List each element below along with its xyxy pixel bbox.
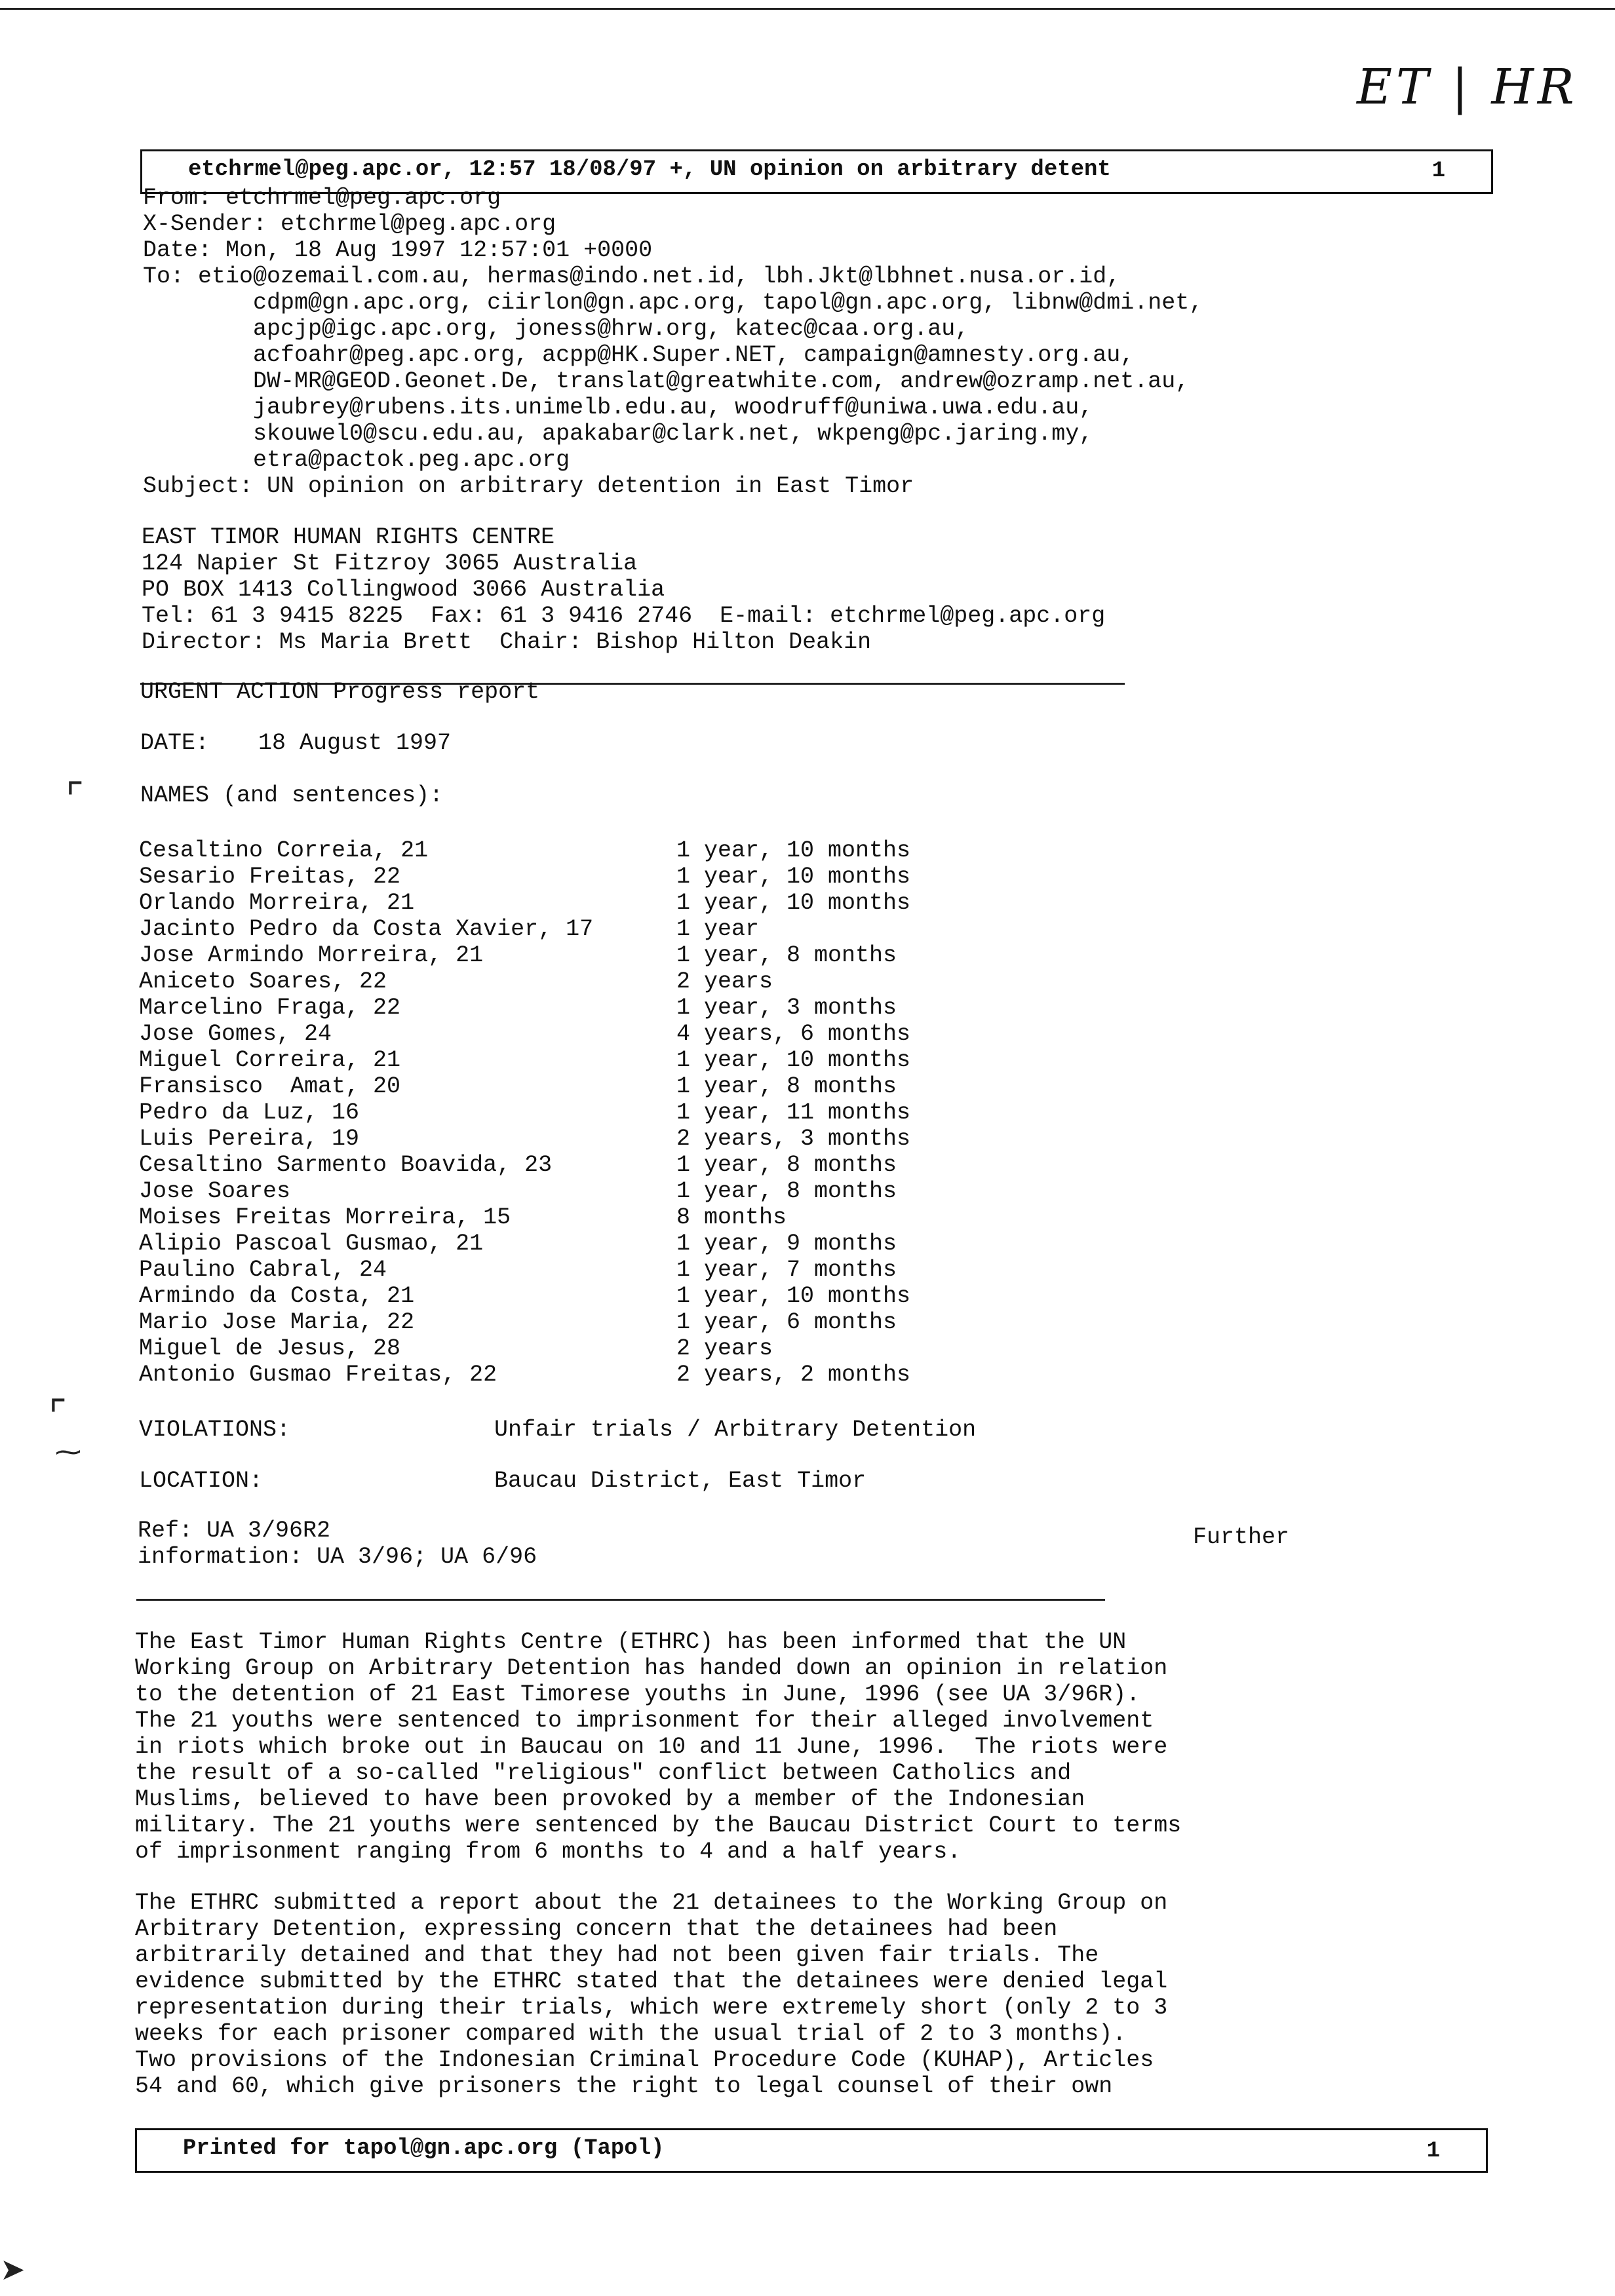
detainee-name: Armindo da Costa, 21 (139, 1283, 415, 1309)
detainee-sentence: 1 year, 10 months (676, 890, 911, 916)
email-x-sender: X-Sender: etchrmel@peg.apc.org (143, 211, 556, 237)
detainee-sentence: 2 years (676, 1335, 773, 1362)
detainee-row (139, 1126, 991, 1152)
detainee-row (139, 1283, 991, 1309)
detainee-row (139, 1231, 991, 1257)
date-label: DATE: (140, 730, 210, 756)
detainee-name: Pedro da Luz, 16 (139, 1100, 360, 1126)
detainee-name: Sesario Freitas, 22 (139, 864, 401, 890)
org-name: EAST TIMOR HUMAN RIGHTS CENTRE (142, 524, 555, 550)
detainee-sentence: 1 year, 8 months (676, 1178, 897, 1204)
paragraph-line: Working Group on Arbitrary Detention has handed down an opinion in relation (135, 1655, 1168, 1681)
org-address-1: 124 Napier St Fitzroy 3065 Australia (142, 550, 638, 577)
detainee-row (139, 1257, 991, 1283)
detainee-name: Jose Gomes, 24 (139, 1021, 332, 1047)
detainee-name: Fransisco Amat, 20 (139, 1073, 401, 1100)
paragraph-line: arbitrarily detained and that they had not been given fair trials. The (135, 1942, 1099, 1968)
body-paragraph-2 (135, 1890, 1282, 2099)
detainee-row (139, 864, 991, 890)
paragraph-line: 54 and 60, which give prisoners the right to legal counsel of their own (135, 2073, 1113, 2099)
detainee-name: Moises Freitas Morreira, 15 (139, 1204, 511, 1231)
detainee-name: Antonio Gusmao Freitas, 22 (139, 1362, 497, 1388)
email-date: Date: Mon, 18 Aug 1997 12:57:01 +0000 (143, 237, 653, 263)
detainee-row (139, 1335, 991, 1362)
footer-page-number: 1 (1426, 2139, 1440, 2164)
header-title: etchrmel@peg.apc.or, 12:57 18/08/97 +, UN opinion on arbitrary detent (188, 157, 1111, 182)
paragraph-line: The 21 youths were sentenced to imprisonment for their alleged involvement (135, 1708, 1154, 1734)
detainee-sentence: 1 year, 11 months (676, 1100, 911, 1126)
detainee-name: Paulino Cabral, 24 (139, 1257, 387, 1283)
detainee-sentence: 1 year (676, 916, 760, 942)
email-to-line: apcjp@igc.apc.org, joness@hrw.org, katec@caa.org.au, (143, 316, 969, 342)
detainee-row (139, 1047, 991, 1073)
detainee-row (139, 1073, 991, 1100)
detainee-name: Cesaltino Correia, 21 (139, 837, 429, 864)
detainee-row (139, 1100, 991, 1126)
detainee-sentence: 1 year, 3 months (676, 995, 897, 1021)
paragraph-line: in riots which broke out in Baucau on 10 and 11 June, 1996. The riots were (135, 1734, 1168, 1760)
ref-line: Ref: UA 3/96R2 (138, 1518, 331, 1544)
email-to-line: jaubrey@rubens.its.unimelb.edu.au, woodruff@uniwa.uwa.edu.au, (143, 394, 1093, 421)
scan-edge-mark: ➤ (0, 2251, 26, 2287)
paragraph-line: to the detention of 21 East Timorese youths in June, 1996 (see UA 3/96R). (135, 1681, 1140, 1708)
detainee-row (139, 1309, 991, 1335)
detainee-name: Jacinto Pedro da Costa Xavier, 17 (139, 916, 594, 942)
section-rule (136, 1599, 1105, 1601)
email-to-line: acfoahr@peg.apc.org, acpp@HK.Super.NET, campaign@amnesty.org.au, (143, 342, 1135, 368)
detainee-sentence: 1 year, 10 months (676, 1283, 911, 1309)
email-to-line: etra@pactok.peg.apc.org (143, 447, 570, 473)
detainee-row (139, 837, 991, 864)
paragraph-line: the result of a so-called "religious" conflict between Catholics and (135, 1760, 1072, 1786)
names-label: NAMES (and sentences): (140, 782, 444, 809)
detainee-sentence: 1 year, 10 months (676, 837, 911, 864)
detainee-sentence: 1 year, 10 months (676, 1047, 911, 1073)
org-officers: Director: Ms Maria Brett Chair: Bishop Hilton Deakin (142, 629, 872, 655)
detainee-sentence: 2 years, 2 months (676, 1362, 911, 1388)
detainee-sentence: 1 year, 8 months (676, 1073, 897, 1100)
detainee-row (139, 916, 991, 942)
detainee-sentence: 8 months (676, 1204, 787, 1231)
paragraph-line: The East Timor Human Rights Centre (ETHRC) has been informed that the UN (135, 1629, 1127, 1655)
detainee-row (139, 1362, 991, 1388)
location-label: LOCATION: (139, 1468, 263, 1494)
top-edge-rule (0, 8, 1615, 10)
detainee-name: Jose Armindo Morreira, 21 (139, 942, 484, 968)
paragraph-line: Muslims, believed to have been provoked by a member of the Indonesian (135, 1786, 1085, 1812)
violations-label: VIOLATIONS: (139, 1417, 291, 1443)
email-to-line: To: etio@ozemail.com.au, hermas@indo.net.id, lbh.Jkt@lbhnet.nusa.or.id, (143, 263, 1121, 290)
email-to-line: cdpm@gn.apc.org, ciirlon@gn.apc.org, tapol@gn.apc.org, libnw@dmi.net, (143, 290, 1203, 316)
detainee-sentence: 1 year, 8 months (676, 942, 897, 968)
print-footer (135, 2128, 1488, 2173)
detainee-sentence: 1 year, 8 months (676, 1152, 897, 1178)
paragraph-line: evidence submitted by the ETHRC stated that the detainees were denied legal (135, 1968, 1168, 1995)
footer-title: Printed for tapol@gn.apc.org (Tapol) (183, 2136, 665, 2161)
detainee-row (139, 1204, 991, 1231)
paragraph-line: representation during their trials, which were extremely short (only 2 to 3 (135, 1995, 1168, 2021)
email-to-line: skouwel0@scu.edu.au, apakabar@clark.net, wkpeng@pc.jaring.my, (143, 421, 1093, 447)
margin-tick-mark: ⁓ (55, 1437, 81, 1467)
handwritten-note: ET | HR (1357, 59, 1578, 115)
detainee-row (139, 1021, 991, 1047)
detainee-name: Luis Pereira, 19 (139, 1126, 360, 1152)
detainee-name: Jose Soares (139, 1178, 291, 1204)
margin-bracket-mark: ⌜ (49, 1392, 68, 1438)
paragraph-line: The ETHRC submitted a report about the 21 detainees to the Working Group on (135, 1890, 1168, 1916)
org-address-2: PO BOX 1413 Collingwood 3066 Australia (142, 577, 665, 603)
detainee-sentence: 4 years, 6 months (676, 1021, 911, 1047)
detainee-sentence: 1 year, 10 months (676, 864, 911, 890)
margin-bracket-mark: ⌜ (66, 775, 85, 821)
detainee-name: Orlando Morreira, 21 (139, 890, 415, 916)
detainee-sentence: 1 year, 9 months (676, 1231, 897, 1257)
email-to-line: DW-MR@GEOD.Geonet.De, translat@greatwhite.com, andrew@ozramp.net.au, (143, 368, 1190, 394)
header-page-number: 1 (1431, 159, 1445, 183)
paragraph-line: weeks for each prisoner compared with the usual trial of 2 to 3 months). (135, 2021, 1127, 2047)
email-subject: Subject: UN opinion on arbitrary detention in East Timor (143, 473, 914, 499)
detainee-sentence: 2 years (676, 968, 773, 995)
further-label: Further (1193, 1524, 1290, 1550)
detainee-row (139, 1152, 991, 1178)
detainee-name: Mario Jose Maria, 22 (139, 1309, 415, 1335)
date-value: 18 August 1997 (258, 730, 452, 756)
detainee-row (139, 995, 991, 1021)
location-value: Baucau District, East Timor (494, 1468, 866, 1494)
detainee-name: Marcelino Fraga, 22 (139, 995, 401, 1021)
detainee-name: Miguel Correira, 21 (139, 1047, 401, 1073)
detainee-row (139, 1178, 991, 1204)
report-heading: URGENT ACTION Progress report (140, 679, 540, 705)
detainee-row (139, 890, 991, 916)
paragraph-line: of imprisonment ranging from 6 months to 4 and a half years. (135, 1839, 962, 1865)
email-from: From: etchrmel@peg.apc.org (143, 185, 501, 211)
paragraph-line: Two provisions of the Indonesian Criminal Procedure Code (KUHAP), Articles (135, 2047, 1154, 2073)
org-contact: Tel: 61 3 9415 8225 Fax: 61 3 9416 2746 E-mail: etchrmel@peg.apc.org (142, 603, 1106, 629)
detainee-name: Cesaltino Sarmento Boavida, 23 (139, 1152, 553, 1178)
body-paragraph-1 (135, 1629, 1282, 1865)
paragraph-line: military. The 21 youths were sentenced by the Baucau District Court to terms (135, 1812, 1182, 1839)
detainee-sentence: 1 year, 7 months (676, 1257, 897, 1283)
detainee-row (139, 942, 991, 968)
detainee-name: Miguel de Jesus, 28 (139, 1335, 401, 1362)
information-line: information: UA 3/96; UA 6/96 (138, 1544, 537, 1570)
detainee-name: Alipio Pascoal Gusmao, 21 (139, 1231, 484, 1257)
detainee-sentence: 1 year, 6 months (676, 1309, 897, 1335)
detainee-sentence: 2 years, 3 months (676, 1126, 911, 1152)
violations-value: Unfair trials / Arbitrary Detention (494, 1417, 977, 1443)
detainee-row (139, 968, 991, 995)
detainee-name: Aniceto Soares, 22 (139, 968, 387, 995)
paragraph-line: Arbitrary Detention, expressing concern that the detainees had been (135, 1916, 1058, 1942)
